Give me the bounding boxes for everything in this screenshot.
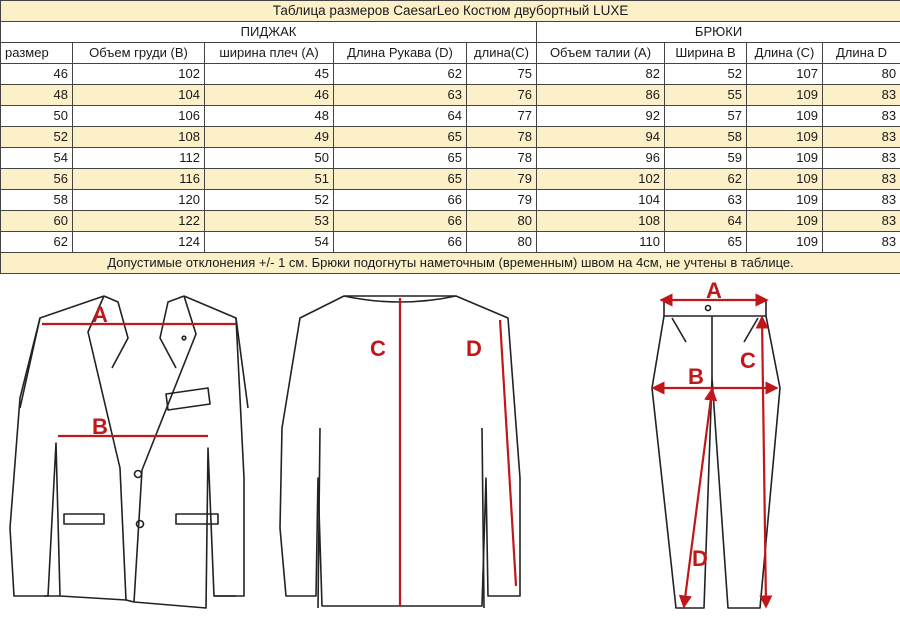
trousers-label-d: D bbox=[692, 546, 708, 571]
table-cell: 65 bbox=[334, 127, 467, 148]
jacket-back-label-c: C bbox=[370, 336, 386, 361]
table-row bbox=[1, 85, 900, 106]
table-cell: 122 bbox=[73, 211, 205, 232]
jacket-front-label-a: A bbox=[92, 302, 108, 327]
jacket-front-label-b: B bbox=[92, 414, 108, 439]
table-cell: 109 bbox=[747, 106, 823, 127]
table-cell: 50 bbox=[1, 106, 73, 127]
jacket-front-markers bbox=[42, 324, 236, 436]
table-row bbox=[1, 106, 900, 127]
table-cell: 109 bbox=[747, 148, 823, 169]
table-row bbox=[1, 211, 900, 232]
column-header: размер bbox=[1, 43, 73, 64]
table-cell: 65 bbox=[334, 148, 467, 169]
table-cell: 80 bbox=[467, 211, 537, 232]
table-cell: 63 bbox=[334, 85, 467, 106]
table-row bbox=[1, 148, 900, 169]
table-cell: 65 bbox=[334, 169, 467, 190]
table-cell: 102 bbox=[73, 64, 205, 85]
table-cell: 78 bbox=[467, 127, 537, 148]
table-cell: 63 bbox=[665, 190, 747, 211]
column-header: Объем груди (B) bbox=[73, 43, 205, 64]
column-header: Ширина B bbox=[665, 43, 747, 64]
table-cell: 48 bbox=[205, 106, 334, 127]
table-cell: 104 bbox=[537, 190, 665, 211]
table-cell: 106 bbox=[73, 106, 205, 127]
jacket-group-header: ПИДЖАК bbox=[1, 22, 537, 43]
table-cell: 94 bbox=[537, 127, 665, 148]
table-cell: 83 bbox=[823, 190, 900, 211]
column-header: ширина плеч (A) bbox=[205, 43, 334, 64]
table-cell: 64 bbox=[665, 211, 747, 232]
table-cell: 49 bbox=[205, 127, 334, 148]
table-cell: 55 bbox=[665, 85, 747, 106]
table-cell: 54 bbox=[205, 232, 334, 253]
table-row bbox=[1, 190, 900, 211]
table-row bbox=[1, 127, 900, 148]
trousers-drawing bbox=[652, 300, 780, 608]
table-cell: 120 bbox=[73, 190, 205, 211]
table-cell: 124 bbox=[73, 232, 205, 253]
column-header: Длина Рукава (D) bbox=[334, 43, 467, 64]
table-cell: 83 bbox=[823, 169, 900, 190]
table-cell: 79 bbox=[467, 190, 537, 211]
table-cell: 66 bbox=[334, 190, 467, 211]
table-cell: 52 bbox=[1, 127, 73, 148]
table-cell: 80 bbox=[823, 64, 900, 85]
table-cell: 112 bbox=[73, 148, 205, 169]
table-cell: 104 bbox=[73, 85, 205, 106]
table-cell: 75 bbox=[467, 64, 537, 85]
table-cell: 58 bbox=[665, 127, 747, 148]
table-cell: 58 bbox=[1, 190, 73, 211]
table-cell: 53 bbox=[205, 211, 334, 232]
tolerance-note: Допустимые отклонения +/- 1 см. Брюки подогнуты наметочным (временным) швом на 4см, не учтены в таблице. bbox=[1, 253, 900, 274]
table-cell: 64 bbox=[334, 106, 467, 127]
table-cell: 51 bbox=[205, 169, 334, 190]
table-cell: 96 bbox=[537, 148, 665, 169]
trousers-label-a: A bbox=[706, 278, 722, 303]
table-cell: 107 bbox=[747, 64, 823, 85]
table-cell: 109 bbox=[747, 169, 823, 190]
table-cell: 65 bbox=[665, 232, 747, 253]
column-header: Длина (C) bbox=[747, 43, 823, 64]
table-cell: 77 bbox=[467, 106, 537, 127]
table-cell: 46 bbox=[205, 85, 334, 106]
table-cell: 45 bbox=[205, 64, 334, 85]
table-cell: 92 bbox=[537, 106, 665, 127]
table-cell: 83 bbox=[823, 127, 900, 148]
table-cell: 62 bbox=[1, 232, 73, 253]
table-cell: 109 bbox=[747, 190, 823, 211]
size-table bbox=[0, 0, 900, 274]
table-cell: 110 bbox=[537, 232, 665, 253]
table-cell: 109 bbox=[747, 127, 823, 148]
table-cell: 83 bbox=[823, 148, 900, 169]
table-cell: 109 bbox=[747, 232, 823, 253]
table-cell: 109 bbox=[747, 85, 823, 106]
table-cell: 56 bbox=[1, 169, 73, 190]
jacket-back-label-d: D bbox=[466, 336, 482, 361]
table-cell: 62 bbox=[665, 169, 747, 190]
table-cell: 46 bbox=[1, 64, 73, 85]
table-cell: 108 bbox=[73, 127, 205, 148]
table-cell: 80 bbox=[467, 232, 537, 253]
column-header: Объем талии (A) bbox=[537, 43, 665, 64]
table-cell: 86 bbox=[537, 85, 665, 106]
table-cell: 66 bbox=[334, 211, 467, 232]
trousers-markers bbox=[654, 300, 776, 606]
table-cell: 52 bbox=[205, 190, 334, 211]
table-cell: 50 bbox=[205, 148, 334, 169]
column-header-row bbox=[1, 43, 900, 64]
table-row bbox=[1, 232, 900, 253]
table-cell: 78 bbox=[467, 148, 537, 169]
table-cell: 66 bbox=[334, 232, 467, 253]
jacket-back-markers bbox=[400, 298, 516, 606]
table-cell: 82 bbox=[537, 64, 665, 85]
table-cell: 108 bbox=[537, 211, 665, 232]
table-row bbox=[1, 64, 900, 85]
table-cell: 57 bbox=[665, 106, 747, 127]
table-cell: 59 bbox=[665, 148, 747, 169]
table-cell: 109 bbox=[747, 211, 823, 232]
table-cell: 83 bbox=[823, 232, 900, 253]
table-title: Таблица размеров CaesarLeo Костюм двубортный LUXE bbox=[1, 1, 900, 22]
table-cell: 83 bbox=[823, 85, 900, 106]
trousers-label-c: C bbox=[740, 348, 756, 373]
jacket-front-drawing bbox=[10, 296, 248, 608]
table-row bbox=[1, 169, 900, 190]
table-cell: 60 bbox=[1, 211, 73, 232]
measurement-diagrams bbox=[0, 278, 900, 644]
table-cell: 62 bbox=[334, 64, 467, 85]
table-cell: 116 bbox=[73, 169, 205, 190]
table-cell: 54 bbox=[1, 148, 73, 169]
size-rows bbox=[1, 64, 900, 253]
table-cell: 83 bbox=[823, 106, 900, 127]
column-header: длина(C) bbox=[467, 43, 537, 64]
trousers-label-b: B bbox=[688, 364, 704, 389]
trousers-group-header: БРЮКИ bbox=[537, 22, 900, 43]
table-cell: 79 bbox=[467, 169, 537, 190]
table-cell: 102 bbox=[537, 169, 665, 190]
table-cell: 52 bbox=[665, 64, 747, 85]
column-header: Длина D bbox=[823, 43, 900, 64]
table-cell: 76 bbox=[467, 85, 537, 106]
table-cell: 48 bbox=[1, 85, 73, 106]
table-cell: 83 bbox=[823, 211, 900, 232]
